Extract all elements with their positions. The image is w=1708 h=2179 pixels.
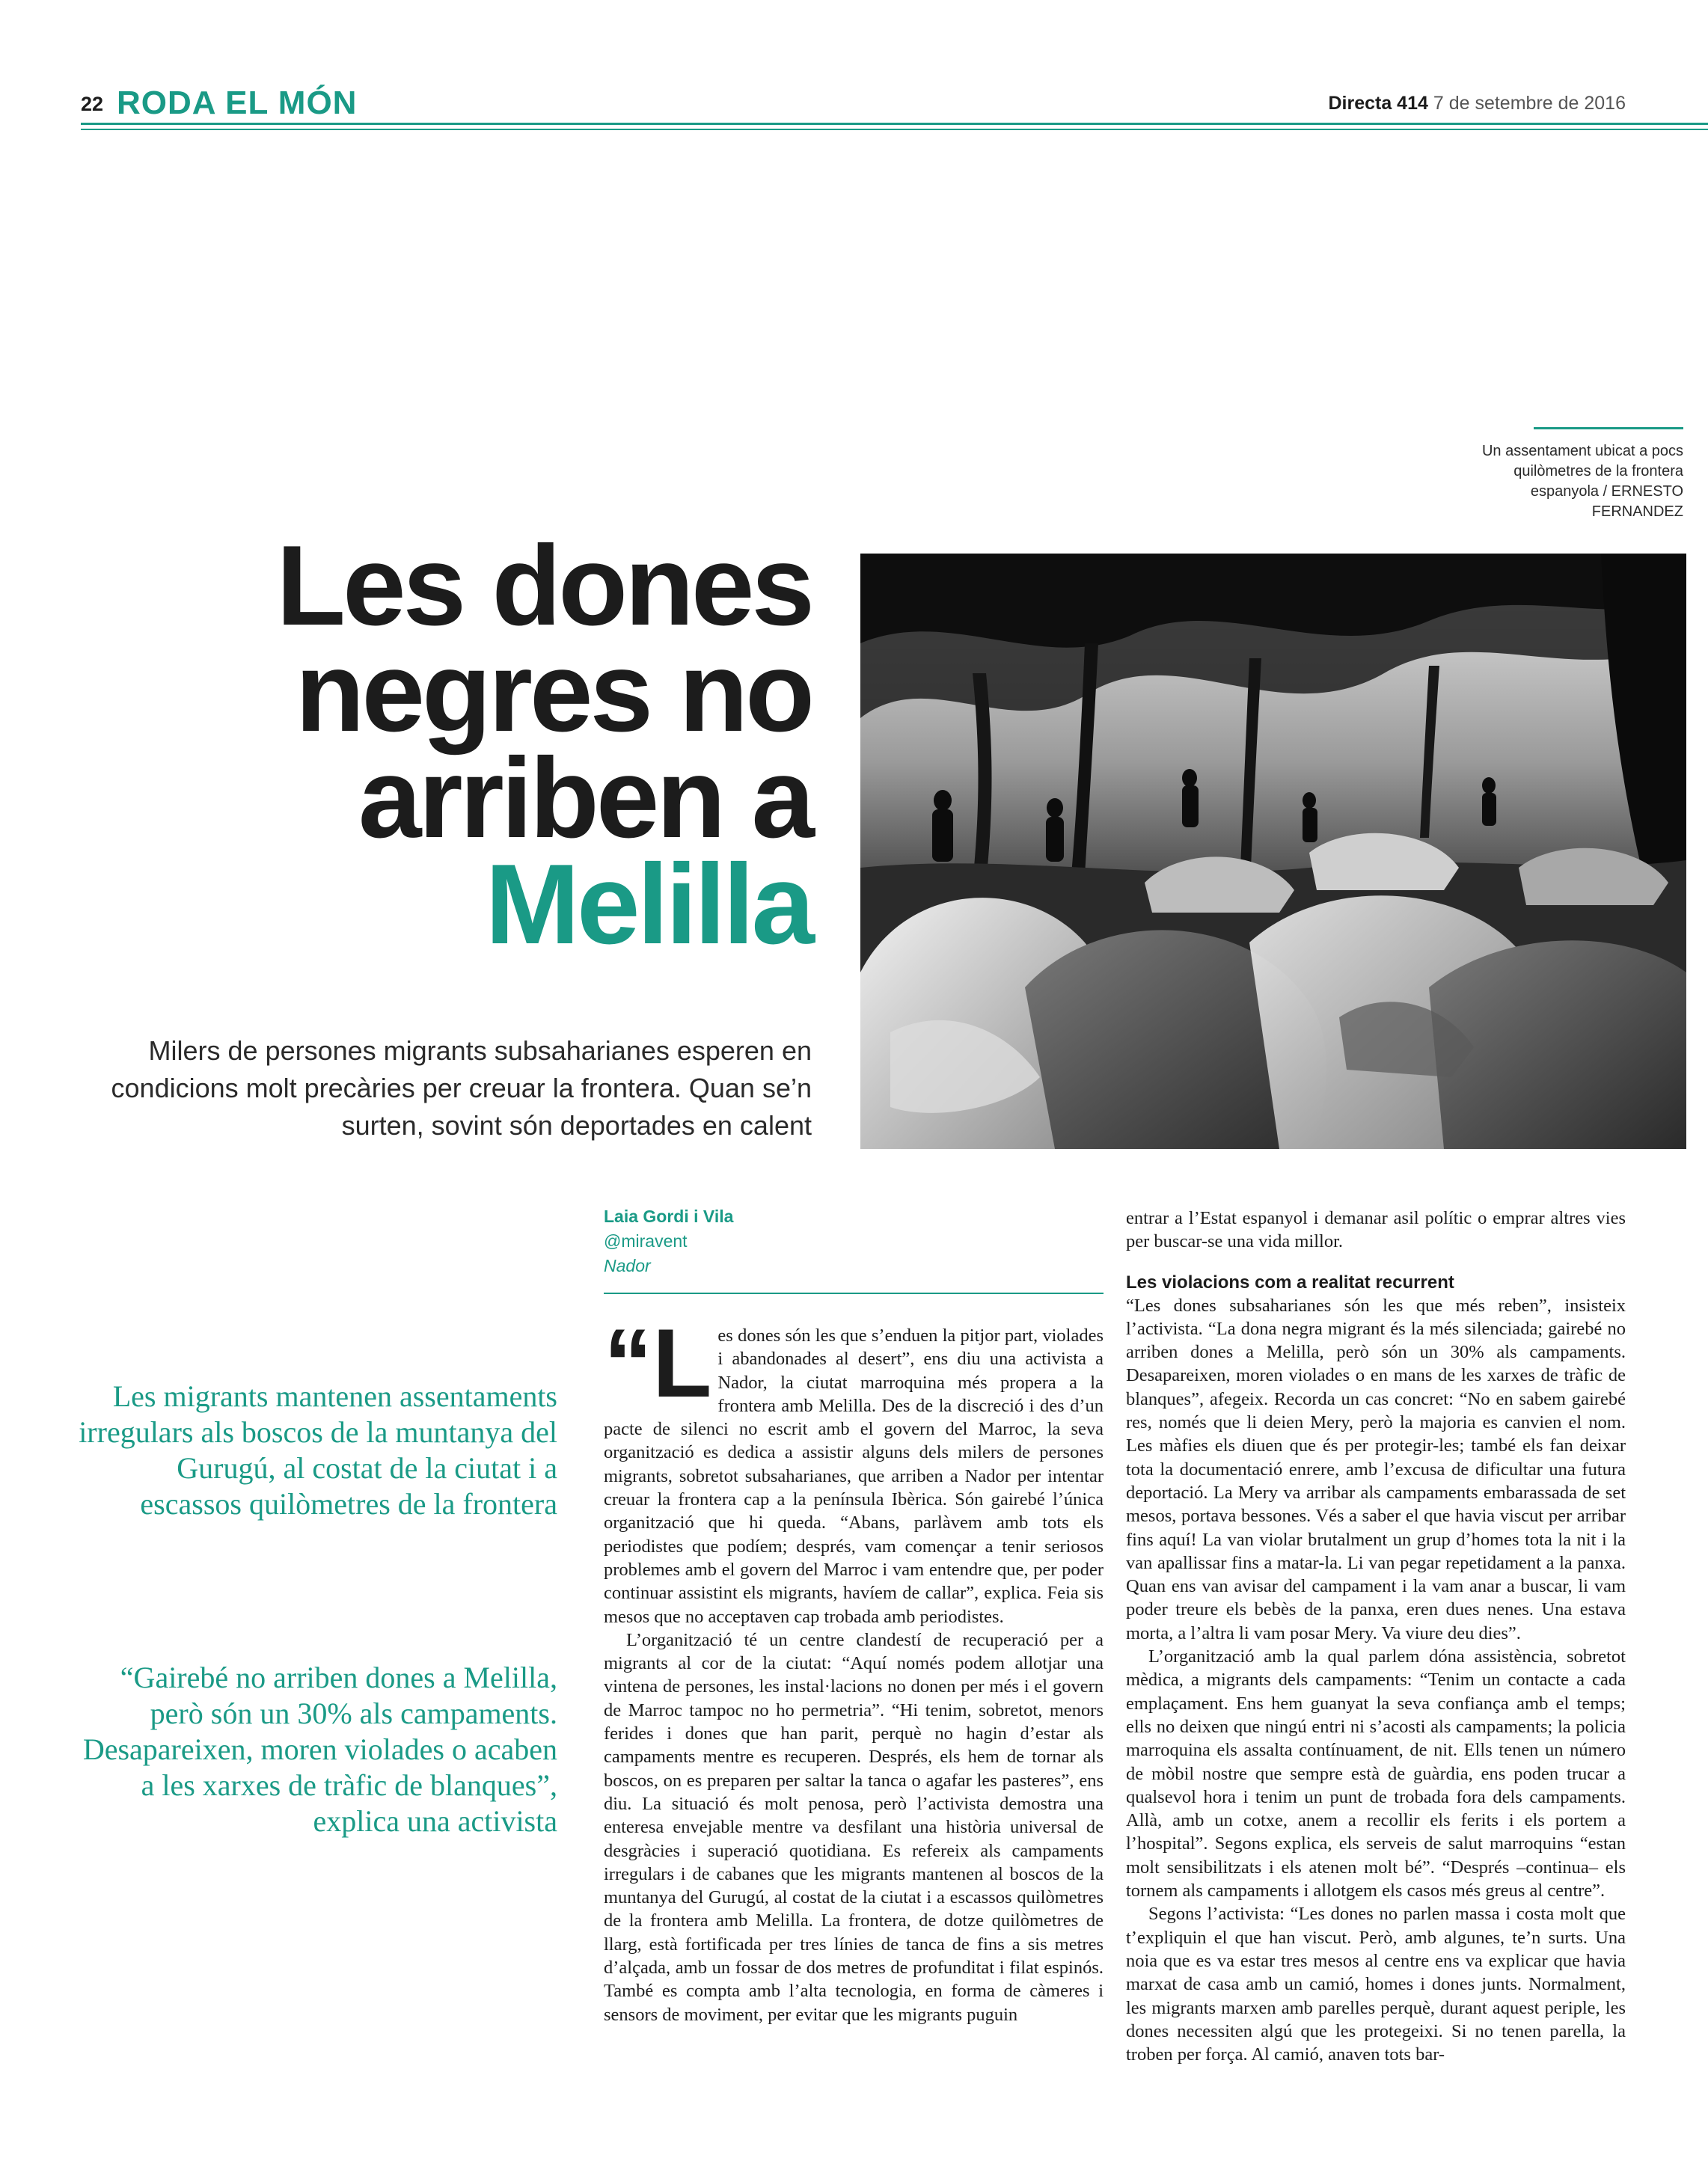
article-paragraph: entrar a l’Estat espanyol i demanar asil polític o emprar altres vies per buscar-se una vida millor. (1126, 1208, 1626, 1252)
author-handle[interactable]: @miravent (604, 1231, 688, 1251)
author-name: Laia Gordi i Vila (604, 1207, 734, 1226)
headline-line-2: negres no (295, 628, 812, 756)
camp-photo-illustration (860, 554, 1686, 1149)
article-paragraph: “Les dones són les que s’enduen la pitjor part, violades i abandonades al desert”, ens diu una activista a Nador, la ciutat marroquina més propera a la frontera amb Melilla. Des de la discreció i des d’un pacte de silenci no escrit amb el govern del Marroc, la seva organització es dedica a assistir alguns dels milers de persones migrants, sobretot subsaharianes, que arriben a Nador per intentar creuar la frontera cap a la península Ibèrica. Són gairebé l’única organització que hi queda. “Abans, parlàvem amb tots els periodistes que podíem; després, vam començar a tenir seriosos problemes amb el govern del Marroc i vam entendre que, per poder continuar assistint els migrants, havíem de callar”, explica. Feia sis mesos que no acceptaven cap trobada amb periodistes. (604, 1308, 1104, 1627)
article-paragraph: “Les dones subsaharianes són les que més reben”, insisteix l’activista. “La dona negra migrant és la més silenciada; gairebé no arriben dones a Melilla, però són un 30% als campaments. Desapareixen, moren violades o en mans de les xarxes de tràfic de blanques”, afegeix. Recorda un cas concret: “No en sabem gairebé res, només que li deien Mery, però la majoria es canvien el nom. Les màfies els diuen que és per protegir-les; també els fan deixar tota la documentació enrere, amb l’excusa de dificultar una futura deportació. La Mery va arribar als campaments embarassada de set mesos, portava bessones. Vés a saber el que havia viscut per arribar fins aquí! La van violar brutalment un grup d’homes tota la nit i la van apallissar fins a matar-la. Li van pegar repetidament a la panxa. Quan ens van avisar del campament i la vam anar a buscar, li vam poder treure els bebès de la panxa, eren dues nenes. Una estava morta, a l’altra li vam posar Mery. Va viure deu dies”. (1126, 1295, 1626, 1643)
header-rule-top (81, 123, 1708, 125)
camp-photo (860, 554, 1686, 1149)
dateline-place: Nador (604, 1256, 651, 1275)
headline (94, 522, 812, 968)
drop-cap: “L (604, 1308, 712, 1418)
headline-line-3: arriben a (358, 735, 812, 862)
pull-quote-1: Les migrants mantenen assentaments irregulars als boscos de la muntanya del Gurugú, al costat de la ciutat i a escassos quilòmetres de la frontera (79, 1379, 557, 1521)
article-paragraph: Segons l’activista: “Les dones no parlen massa i costa molt que t’expliquin el que han viscut. Però, amb algunes, te’n surts. Una noia que es va estar tres mesos al centre ens va explicar que havia marxat de casa amb un camió, homes i dones junts. Normalment, les migrants marxen amb parelles perquè, durant aquest periple, les dones necessiten algú que les protegeixi. Si no tenen parella, la troben per força. Al camió, anaven tots bar- (1126, 1904, 1626, 2065)
publication-name: Directa 414 (1328, 93, 1428, 114)
issue-info (1328, 93, 1626, 114)
article-column-1 (604, 1308, 1104, 2026)
subtitle: Milers de persones migrants subsaharianes esperen en condicions molt precàries per creuar la frontera. Quan se’n surten, sovint són deportades en calent (111, 1035, 812, 1141)
article-paragraph: L’organització té un centre clandestí de recuperació per a migrants al cor de la ciutat: “Aquí només podem allotjar una vintena de persones, les instal·lacions no donen per més i el govern de Marroc tampoc no ho permetria”. “Hi tenim, sobretot, menors ferides i dones que han parit, perquè no hagin d’estar als campaments mentre es recuperen. Després, els hem de tornar als boscos, on es preparen per saltar la tanca o agafar les pasteres”, ens diu. La situació és molt penosa, però l’activista demostra una enteresa envejable mentre va desfilant una història universal de desgràcies i superació quotidiana. Es refereix als campaments irregulars i de cabanes que les migrants mantenen al boscos de la muntanya del Gurugú, al costat de la ciutat i a escassos quilòmetres de la frontera amb Melilla. La frontera, de dotze quilòmetres de llarg, està fortificada per tres línies de tanca de fins a sis metres d’alçada, amb un fossar de dos metres de profunditat i filat espinós. També es compta amb l’alta tecnologia, en forma de càmeres i sensors de moviment, per evitar que les migrants puguin (604, 1629, 1104, 2025)
pull-quote-2: “Gairebé no arriben dones a Melilla, però són un 30% als campaments. Desapareixen, moren violades o acaben a les xarxes de tràfic de blanques”, explica una activista (82, 1661, 557, 1838)
byline (604, 1204, 1105, 1278)
article-paragraph: L’organització amb la qual parlem dóna assistència, sobretot mèdica, a migrants dels campaments: “Tenim un contacte a cada emplaçament. Ens hem guanyat la seva confiança amb el temps; ells no deixen que ningú entri ni s’acosti als campaments; la policia marroquina els assalta contínuament, de nit. Ells tenen un número de mòbil nostre que sempre està de guàrdia, ens poden trucar a qualsevol hora i tenim un punt de trobada fora dels campaments. Allà, amb un cotxe, anem a recollir els ferits i els portem a l’hospital”. Segons explica, els serveis de salut marroquins “estan molt sensibilitzats i els atenen molt bé”. “Després –continua– els tornem als campaments i allotgem els casos més greus al centre”. (1126, 1646, 1626, 1901)
caption-rule (1534, 427, 1683, 429)
headline-line-4: Melilla (485, 841, 812, 968)
header-rule-bottom (81, 129, 1708, 130)
section-title: RODA EL MÓN (117, 85, 358, 121)
photo-caption: Un assentament ubicat a pocs quilòmetres de la frontera espanyola / ERNESTO FERNANDEZ (1481, 443, 1683, 520)
article-column-2 (1126, 1207, 1626, 2066)
headline-line-1: Les dones (276, 522, 812, 649)
page-number: 22 (81, 93, 104, 115)
issue-date: 7 de setembre de 2016 (1433, 93, 1626, 114)
section-subhead: Les violacions com a realitat recurrent (1126, 1272, 1454, 1293)
byline-rule (604, 1293, 1104, 1294)
